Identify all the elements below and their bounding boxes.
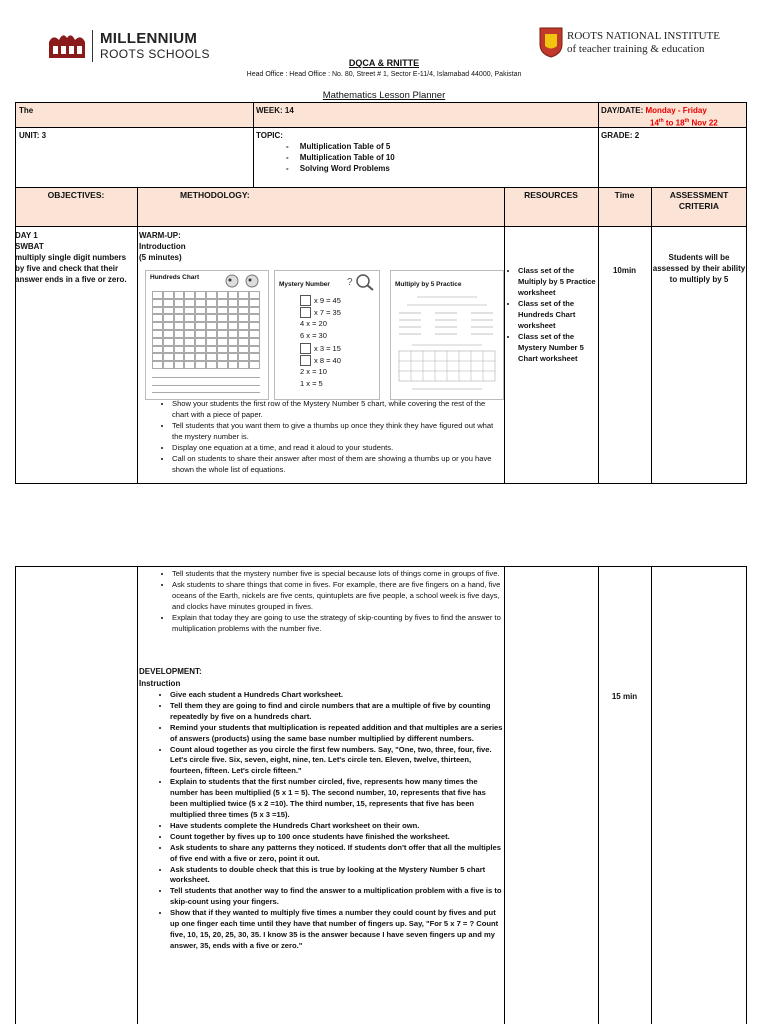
mystery-number-worksheet: Mystery Number ? x 9 = 45 x 7 = 35 4 x = 20 6 x = 30 x 3 = 15 x 8 = 40 2 x = 10 1 x = 5 [274,270,380,400]
day-date [601,105,707,116]
dev-time-value: 15 min [611,692,638,701]
list-item: • Remind your students that multiplication is repeated addition and that multiples are a series of answers (products) using the same base number multiplied by different numbers. [170,723,503,745]
methodology-header: METHODOLOGY: [180,190,250,200]
list-item: • Tell students that you want them to give a thumbs up once they think they have figured out what the mystery number is. [172,420,503,442]
day-date-value: Monday - Friday [645,106,707,115]
list-item: • Tell students that another way to find the answer to a multiplication problem with a five is to skip-count using your fingers. [170,886,503,908]
grade-label: GRADE: 2 [601,131,640,140]
institute-name: ROOTS NATIONAL INSTITUTE [567,30,720,42]
instruction-label: Instruction [139,679,181,688]
topic-item: - Solving Word Problems [286,164,390,173]
owl-icon [224,272,260,288]
topic-item: - Multiplication Table of 5 [286,142,391,151]
development-bullets [156,690,503,952]
list-item: • Explain to students that the first number circled, five, represents how many times the number has been multiplied (5 x 1 = 5). The second number, 10, represents that five has been multiplied twice (5 x 2 =10). The third number, 15, represents that five has been multiplied three times (5 x 3 =15). [170,777,503,821]
objectives-cell [15,230,136,285]
minutes-label: (5 minutes) [139,253,182,262]
day-date-label: DAY/DATE: [601,106,646,115]
list-item: • Ask students to share any patterns they noticed. If students don't offer that all the multiples of five end with a five or zero, point it out. [170,843,503,865]
worksheet-title: Hundreds Chart [150,274,200,281]
head-office-address: Head Office : Head Office : No. 80, Street # 1, Sector E-11/4, Islamabad 44000, Pakistan [246,71,522,78]
practice-content-icon [397,293,497,393]
list-item: • Ask students to double check that this is true by looking at the Mystery Number 5 chart worksheet. [170,865,503,887]
millennium-logo-icon [47,30,87,60]
multiply-practice-worksheet [390,270,504,400]
resources-list [508,265,596,364]
svg-text:?: ? [347,277,353,288]
hundreds-chart-worksheet [145,270,269,400]
list-item: • Explain that today they are going to use the strategy of skip-counting by fives to find the answer to multiplication problems with the number five. [172,612,503,634]
institute-tagline: of teacher training & education [567,43,705,55]
planner-title: Mathematics Lesson Planner [322,90,446,101]
warmup-block [139,230,186,263]
worksheet-title: Multiply by 5 Practice [395,281,462,288]
list-item: • Show that if they wanted to multiply five times a number they could count by fives and put up one finger each time until they have that number of fingers up. Say, "For 5 x 7 = ? Count five, 10, 15, 20, 25, 30, 35. I know 35 is the answer because I have seven fingers up and my answer, 35, ends with a five or zero." [170,908,503,952]
intro-label: Introduction [139,242,186,251]
topic-label: TOPIC: [256,131,283,140]
magnifier-icon [345,273,375,291]
document-title: DQCA & RNITTE [348,58,420,68]
topic-item: - Multiplication Table of 10 [286,153,395,162]
list-item: • Display one equation at a time, and read it aloud to your students. [172,442,503,453]
brand-subname: ROOTS SCHOOLS [100,47,210,61]
swbat-label: SWBAT [15,242,44,251]
day-label: DAY 1 [15,231,38,240]
time-header: Time [614,190,635,200]
unit-label: UNIT: 3 [19,131,47,140]
topic-list [286,141,395,174]
list-item: • Count together by fives up to 100 once students have finished the worksheet. [170,832,503,843]
assessment-header: ASSESSMENT CRITERIA [669,190,729,211]
list-item: • Have students complete the Hundreds Chart worksheet on their own. [170,821,503,832]
list-item: • Give each student a Hundreds Chart worksheet. [170,690,503,701]
warmup-bullets [158,398,503,475]
list-item: • Tell them they are going to find and circle numbers that are a multiple of five by counting repeatedly by five on a hundreds chart. [170,701,503,723]
intro-bullets [158,568,503,634]
list-item: • Class set of the Mystery Number 5 Chart worksheet [518,331,596,364]
list-item: • Class set of the Hundreds Chart worksheet [518,298,596,331]
worksheet-title: Mystery Number [279,281,330,288]
development-label: DEVELOPMENT: [139,667,202,676]
the-label: The [19,106,34,115]
warmup-label: WARM-UP: [139,231,181,240]
time-value: 10min [612,266,637,275]
hundreds-grid [152,291,260,369]
list-item: • Call on students to share their answer after most of them are showing a thumbs up or you have shown the whole list of equations. [172,453,503,475]
objective-text: multiply single digit numbers by five and check that their answer ends in a five or zero. [15,253,127,284]
roots-shield-icon [538,26,564,58]
list-item: • Show your students the first row of the Mystery Number 5 chart, while covering the rest of the chart with a piece of paper. [172,398,503,420]
list-item: • Tell students that the mystery number five is special because lots of things come in groups of five. [172,568,503,579]
list-item: • Count aloud together as you circle the first few numbers. Say, "One, two, three, four, five. Let's circle five. Six, seven, eight, nine, ten. Let's circle ten. Eleven, twelve, thirteen, fourteen, fifteen. Let's circle fifteen." [170,745,503,778]
date-range: 14th to 18th Nov 22 [650,118,718,128]
list-item: • Class set of the Multiply by 5 Practice worksheet [518,265,596,298]
week-label: WEEK: 14 [256,106,294,115]
assessment-text: Students will be assessed by their ability to multiply by 5 [652,253,746,284]
brand-name: MILLENNIUM [100,30,198,47]
objectives-header: OBJECTIVES: [47,190,105,200]
resources-header: RESOURCES [524,190,578,200]
list-item: • Ask students to share things that come in fives. For example, there are five fingers on a hand, five oceans of the Earth, nickels are five cents, quintuplets are five people, a school week is five days, and clocks have minutes grouped in fives. [172,579,503,612]
